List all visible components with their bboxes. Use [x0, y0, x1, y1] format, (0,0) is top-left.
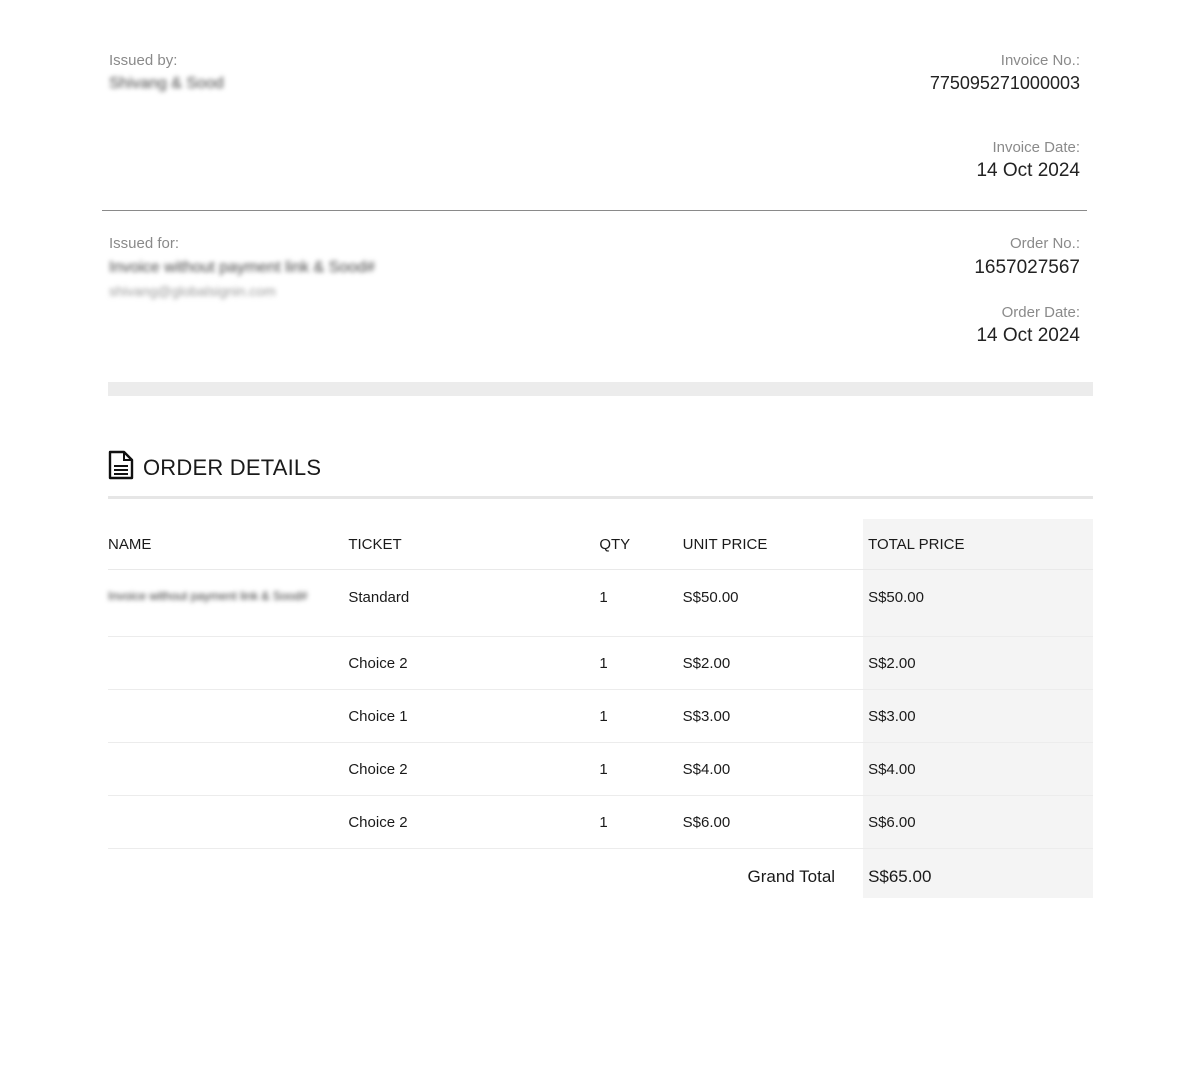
row-qty: 1: [599, 743, 682, 796]
grand-total-row: [108, 849, 1093, 906]
section-title: ORDER DETAILS: [143, 454, 322, 480]
table-row: [108, 690, 1093, 743]
row-name: [108, 637, 348, 690]
column-header-name: NAME: [108, 519, 348, 570]
row-unit-price: S$50.00: [683, 570, 851, 637]
table-header-row: [108, 519, 1093, 570]
grand-total-label: Grand Total: [747, 867, 836, 886]
row-qty: 1: [599, 690, 682, 743]
row-name: [108, 796, 348, 849]
invoice-number: 775095271000003: [929, 73, 1080, 93]
row-qty: 1: [599, 637, 682, 690]
order-items-table: [108, 519, 1093, 905]
order-details-heading: [108, 450, 321, 485]
table-row: [108, 570, 1093, 637]
column-header-total-price: TOTAL PRICE: [851, 519, 1093, 570]
row-ticket: Choice 2: [348, 743, 599, 796]
recipient-email: shivang@globalsignin.com: [109, 283, 276, 299]
row-total-price: S$3.00: [851, 690, 1093, 743]
invoice-date-label: Invoice Date:: [992, 139, 1080, 156]
row-ticket: Choice 1: [348, 690, 599, 743]
order-date-label: Order Date:: [1001, 304, 1080, 321]
grand-total-value: S$65.00: [868, 867, 932, 886]
row-name: [108, 743, 348, 796]
row-total-price: S$4.00: [851, 743, 1093, 796]
table-row: [108, 637, 1093, 690]
issued-by-label: Issued by:: [109, 52, 178, 69]
row-total-price: S$2.00: [851, 637, 1093, 690]
row-name: [108, 690, 348, 743]
section-divider: [108, 496, 1093, 499]
order-date: 14 Oct 2024: [976, 325, 1080, 346]
row-ticket: Choice 2: [348, 796, 599, 849]
row-unit-price: S$2.00: [683, 637, 851, 690]
separator-bar: [108, 382, 1093, 396]
header-divider: [102, 210, 1087, 211]
recipient-name: Invoice without payment link & Sood#: [109, 259, 375, 276]
row-unit-price: S$4.00: [683, 743, 851, 796]
order-number-label: Order No.:: [1009, 235, 1080, 252]
row-name: Invoice without payment link & Sood#: [108, 589, 308, 603]
row-unit-price: S$6.00: [683, 796, 851, 849]
row-ticket: Choice 2: [348, 637, 599, 690]
row-unit-price: S$3.00: [683, 690, 851, 743]
row-total-price: S$6.00: [851, 796, 1093, 849]
column-header-unit-price: UNIT PRICE: [683, 519, 851, 570]
document-icon: [108, 450, 134, 485]
table-row: [108, 796, 1093, 849]
issued-for-label: Issued for:: [109, 235, 180, 252]
invoice-number-label: Invoice No.:: [1000, 52, 1080, 69]
row-ticket: Standard: [348, 570, 599, 637]
row-qty: 1: [599, 570, 682, 637]
table-row: [108, 743, 1093, 796]
row-qty: 1: [599, 796, 682, 849]
column-header-ticket: TICKET: [348, 519, 599, 570]
order-number: 1657027567: [974, 257, 1080, 278]
column-header-qty: QTY: [599, 519, 682, 570]
row-total-price: S$50.00: [851, 570, 1093, 637]
invoice-date: 14 Oct 2024: [976, 160, 1080, 181]
issuer-name: Shivang & Sood: [109, 75, 224, 92]
